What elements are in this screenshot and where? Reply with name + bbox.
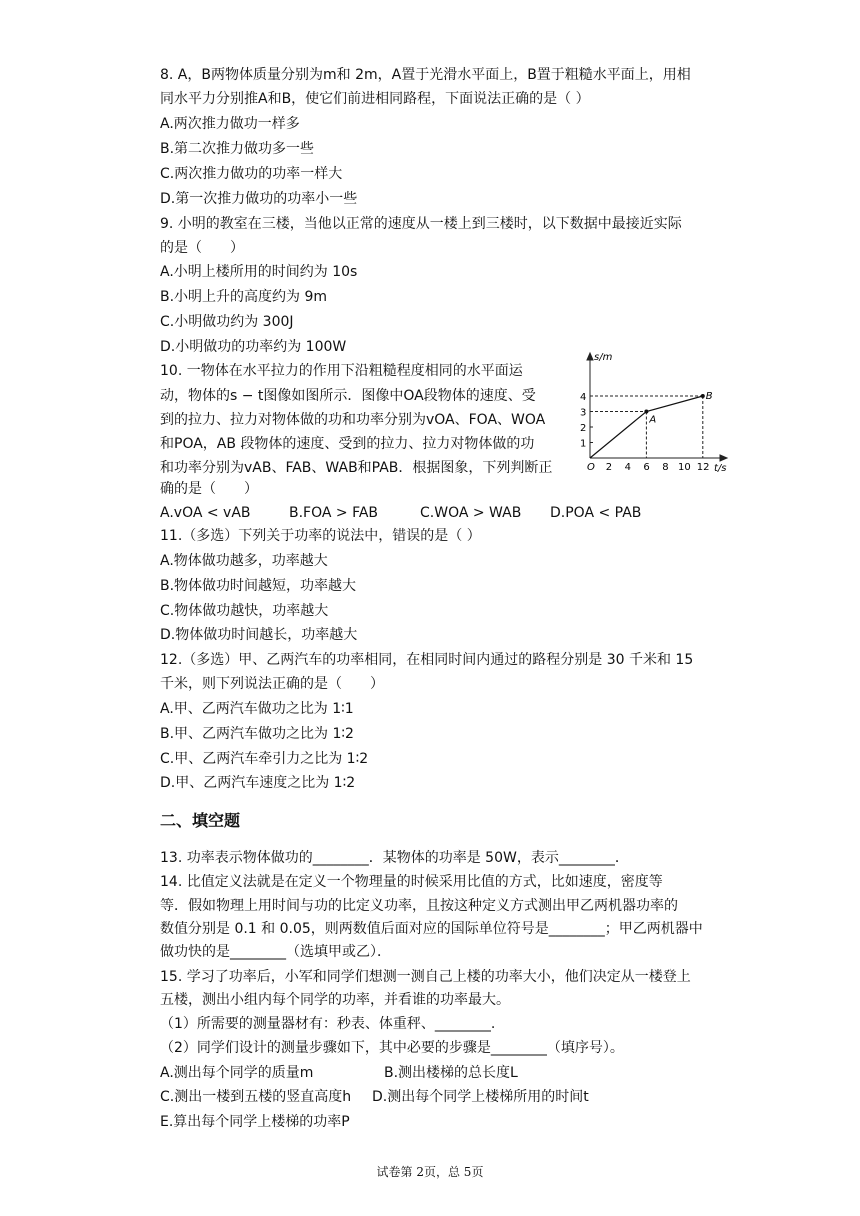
q9-option-b: B.小明上升的高度约为 9m xyxy=(160,289,328,305)
q15-step-e: E.算出每个同学上楼梯的功率P xyxy=(160,1114,350,1130)
q10-option-c: C.WOA > WAB xyxy=(420,505,522,521)
q14-line2: 等．假如物理上用时间与功的比定义功率，且按这种定义方式测出甲乙两机器功率的 xyxy=(160,898,678,914)
q15-step-a: A.测出每个同学的质量m xyxy=(160,1065,314,1081)
y-tick-label: 2 xyxy=(580,423,587,434)
point-label: A xyxy=(649,414,657,426)
q10-line5: 和功率分别为vAB、FAB、WAB和PAB．根据图象，下列判断正 xyxy=(160,460,553,476)
q12-option-b: B.甲、乙两汽车做功之比为 1∶2 xyxy=(160,726,354,742)
q10-line2: 动，物体的s − t图像如图所示．图像中OA段物体的速度、受 xyxy=(160,388,536,404)
q8-option-b: B.第二次推力做功多一些 xyxy=(160,141,315,157)
data-point xyxy=(701,394,705,398)
q14-line3: 数值分别是 0.1 和 0.05，则两数值后面对应的国际单位符号是________；甲乙两机器中 xyxy=(160,921,703,937)
q12-option-c: C.甲、乙两汽车牵引力之比为 1∶2 xyxy=(160,751,369,767)
q10-line6: 确的是（ ） xyxy=(160,481,258,497)
q13-line1: 13. 功率表示物体做功的________．某物体的功率是 50W，表示________． xyxy=(160,850,629,866)
q15-line1: 15. 学习了功率后，小军和同学们想测一测自己上楼的功率大小，他们决定从一楼登上 xyxy=(160,969,691,985)
q8-line2: 同水平力分别推A和B，使它们前进相同路程，下面说法正确的是（ ） xyxy=(160,91,590,107)
x-tick-label: 8 xyxy=(662,462,669,473)
q15-step-b: B.测出楼梯的总长度L xyxy=(384,1065,518,1081)
q12-option-d: D.甲、乙两汽车速度之比为 1∶2 xyxy=(160,775,356,791)
q10-option-a: A.vOA < vAB xyxy=(160,505,251,521)
q8-line1: 8. A，B两物体质量分别为m和 2m，A置于光滑水平面上，B置于粗糙水平面上，用相 xyxy=(160,67,691,83)
q11-line1: 11.（多选）下列关于功率的说法中，错误的是（ ） xyxy=(160,528,481,544)
y-tick-label: 4 xyxy=(580,392,587,403)
q9-line2: 的是（ ） xyxy=(160,240,244,256)
q15-step-c: C.测出一楼到五楼的竖直高度h xyxy=(160,1089,352,1105)
x-tick-label: 6 xyxy=(643,462,650,473)
q10-line3: 到的拉力、拉力对物体做的功和功率分别为vOA、FOA、WOA xyxy=(160,412,546,428)
q11-option-a: A.物体做功越多，功率越大 xyxy=(160,553,328,569)
q15-step-d: D.测出每个同学上楼梯所用的时间t xyxy=(372,1089,589,1105)
q10-option-d: D.POA < PAB xyxy=(550,505,642,521)
point-label: B xyxy=(705,391,713,402)
q11-option-d: D.物体做功时间越长，功率越大 xyxy=(160,627,358,643)
q12-line1: 12.（多选）甲、乙两汽车的功率相同，在相同时间内通过的路程分别是 30 千米和 15 xyxy=(160,652,694,668)
section-title: 二、填空题 xyxy=(160,811,241,830)
q11-option-b: B.物体做功时间越短，功率越大 xyxy=(160,578,357,594)
y-axis-arrow xyxy=(587,353,593,360)
q9-line1: 9. 小明的教室在三楼，当他以正常的速度从一楼上到三楼时，以下数据中最接近实际 xyxy=(160,216,682,232)
x-tick-label: 10 xyxy=(678,462,691,473)
x-axis-arrow xyxy=(720,455,727,461)
q10-option-b: B.FOA > FAB xyxy=(289,505,379,521)
q11-option-c: C.物体做功越快，功率越大 xyxy=(160,603,329,619)
q15-line3: （1）所需要的测量器材有：秒表、体重秤、________. xyxy=(160,1016,496,1032)
x-tick-label: 4 xyxy=(624,462,631,473)
q10-line1: 10. 一物体在水平拉力的作用下沿粗糙程度相同的水平面运 xyxy=(160,363,523,379)
s-t-graph xyxy=(570,350,730,475)
q9-option-d: D.小明做功的功率约为 100W xyxy=(160,339,347,355)
y-axis-label: s/m xyxy=(594,352,613,363)
q10-line4: 和POA，AB 段物体的速度、受到的拉力、拉力对物体做的功 xyxy=(160,436,535,452)
q14-line4: 做功快的是________（选填甲或乙）． xyxy=(160,944,391,960)
y-tick-label: 1 xyxy=(580,438,587,450)
q8-option-c: C.两次推力做功的功率一样大 xyxy=(160,166,343,182)
q9-option-a: A.小明上楼所用的时间约为 10s xyxy=(160,264,358,280)
q12-option-a: A.甲、乙两汽车做功之比为 1∶1 xyxy=(160,701,354,717)
page-footer: 试卷第 2页，总 5页 xyxy=(376,1165,484,1179)
q12-line2: 千米，则下列说法正确的是（ ） xyxy=(160,676,384,692)
q15-line4: （2）同学们设计的测量步骤如下，其中必要的步骤是________（填序号）。 xyxy=(160,1040,624,1056)
x-tick-label: O xyxy=(587,462,595,473)
q8-option-a: A.两次推力做功一样多 xyxy=(160,116,300,132)
data-point xyxy=(644,410,648,414)
x-axis-label: t/s xyxy=(714,463,727,474)
q15-line2: 五楼，测出小组内每个同学的功率，并看谁的功率最大。 xyxy=(160,992,510,1008)
y-tick-label: 3 xyxy=(580,407,587,419)
x-tick-label: 2 xyxy=(605,462,613,473)
q14-line1: 14. 比值定义法就是在定义一个物理量的时候采用比值的方式，比如速度，密度等 xyxy=(160,874,663,890)
q9-option-c: C.小明做功约为 300J xyxy=(160,314,294,330)
x-tick-label: 12 xyxy=(696,462,710,473)
q8-option-d: D.第一次推力做功的功率小一些 xyxy=(160,191,358,207)
